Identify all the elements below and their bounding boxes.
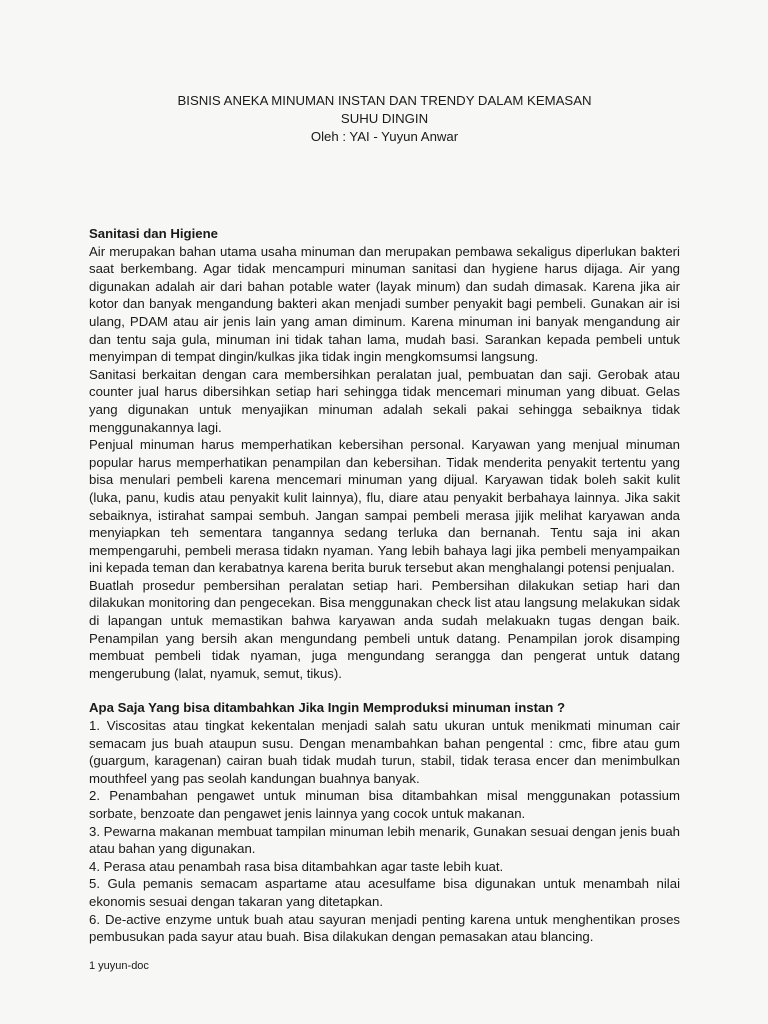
paragraph: Air merupakan bahan utama usaha minuman dan merupakan pembawa sekaligus diperlukan bakteri saat berkembang. Agar tidak mencampuri minuman sanitasi dan hygiene harus dijaga. Air yang digunakan adalah air dari bahan potable water (layak minum) dan sudah dimasak. Karena jika air kotor dan banyak mengandung bakteri akan menjadi sumber penyakit bagi pembeli. Gunakan air isi ulang, PDAM atau air jenis lain yang aman diminum. Karena minuman ini banyak mengandung air dan tentu saja gula, minuman ini tidak tahan lama, mudah basi. Sarankan kepada pembeli untuk menyimpan di tempat dingin/kulkas jika tidak ingin mengkomsumsi langsung. — [89, 243, 680, 365]
list-item: 5. Gula pemanis semacam aspartame atau acesulfame bisa digunakan untuk menambah nilai ekonomis sesuai dengan takaran yang ditetapkan. — [89, 876, 680, 909]
list-item: 3. Pewarna makanan membuat tampilan minuman lebih menarik, Gunakan sesuai dengan jenis buah atau bahan yang digunakan. — [89, 823, 680, 857]
section-heading-tambahan: Apa Saja Yang bisa ditambahkan Jika Ingin Memproduksi minuman instan ? — [89, 700, 566, 716]
document-title: BISNIS ANEKA MINUMAN INSTAN DAN TRENDY DALAM KEMASAN — [177, 93, 592, 108]
list-item: 6. De-active enzyme untuk buah atau sayuran menjadi penting karena untuk menghentikan proses pembusukan pada sayur atau buah. Bisa dilakukan dengan pemasakan atau blancing. — [89, 911, 680, 945]
author-line: Oleh : YAI - Yuyun Anwar — [310, 129, 459, 144]
paragraph: Sanitasi berkaitan dengan cara membersihkan peralatan jual, pembuatan dan saji. Gerobak atau counter jual harus dibersihkan setiap hari sehingga tidak mencemari minuman yang dibuat. Gelas yang digunakan untuk menyajikan minuman adalah sekali pakai sehingga sebaiknya tidak menggunakannya lagi. — [89, 366, 680, 435]
list-item: 1. Viscositas atau tingkat kekentalan menjadi salah satu ukuran untuk menikmati minuman cair semacam jus buah ataupun susu. Dengan menambahkan bahan pengental : cmc, fibre atau gum (guargum, karagenan) cairan buah tidak mudah turun, stabil, tidak terasa encer dan menimbulkan mouthfeel yang pas seolah kandungan buahnya banyak. — [89, 718, 680, 786]
page-footer: 1 yuyun-doc — [89, 959, 149, 972]
document-title-line2: SUHU DINGIN — [340, 111, 429, 126]
section-heading-sanitasi: Sanitasi dan Higiene — [89, 226, 218, 241]
title-block — [89, 92, 680, 146]
paragraph: Penjual minuman harus memperhatikan kebersihan personal. Karyawan yang menjual minuman popular harus memperhatikan penampilan dan kebersihan. Tidak menderita penyakit tertentu yang bisa menulari pembeli karena mencemari minuman yang dijual. Karyawan tidak boleh sakit kulit (luka, panu, kudis atau penyakit kulit lainnya), flu, diare atau penyakit berbahaya lainnya. Jika sakit sebaiknya, istirahat sampai sembuh. Jangan sampai pembeli merasa jijik melihat karyawan anda menyiapkan teh sementara tangannya sedang terluka dan bernanah. Tentu saja ini akan mempengaruhi, pembeli merasa tidakn nyaman. Yang lebih bahaya lagi jika pembeli menyampaikan ini kepada teman dan kerabatnya karena berita buruk tersebut akan menghalangi potensi penjualan. — [89, 437, 680, 576]
list-item: 2. Penambahan pengawet untuk minuman bisa ditambahkan misal menggunakan potassium sorbate, benzoate dan pengawet jenis lainnya yang cocok untuk makanan. — [89, 788, 680, 821]
list-item: 4. Perasa atau penambah rasa bisa ditambahkan agar taste lebih kuat. — [89, 858, 504, 874]
paragraph: Buatlah prosedur pembersihan peralatan setiap hari. Pembersihan dilakukan setiap hari dan dilakukan monitoring dan pengecekan. Bisa menggunakan check list atau langsung melakukan sidak di lapangan untuk memastikan bahwa karyawan anda sudah melakuakn tugas dengan baik. Penampilan yang bersih akan mengundang pembeli untuk datang. Penampilan jorok disamping membuat pembeli tidak nyaman, juga mengundang serangga dan pengerat untuk datang mengerubung (lalat, nyamuk, semut, tikus). — [89, 577, 680, 681]
